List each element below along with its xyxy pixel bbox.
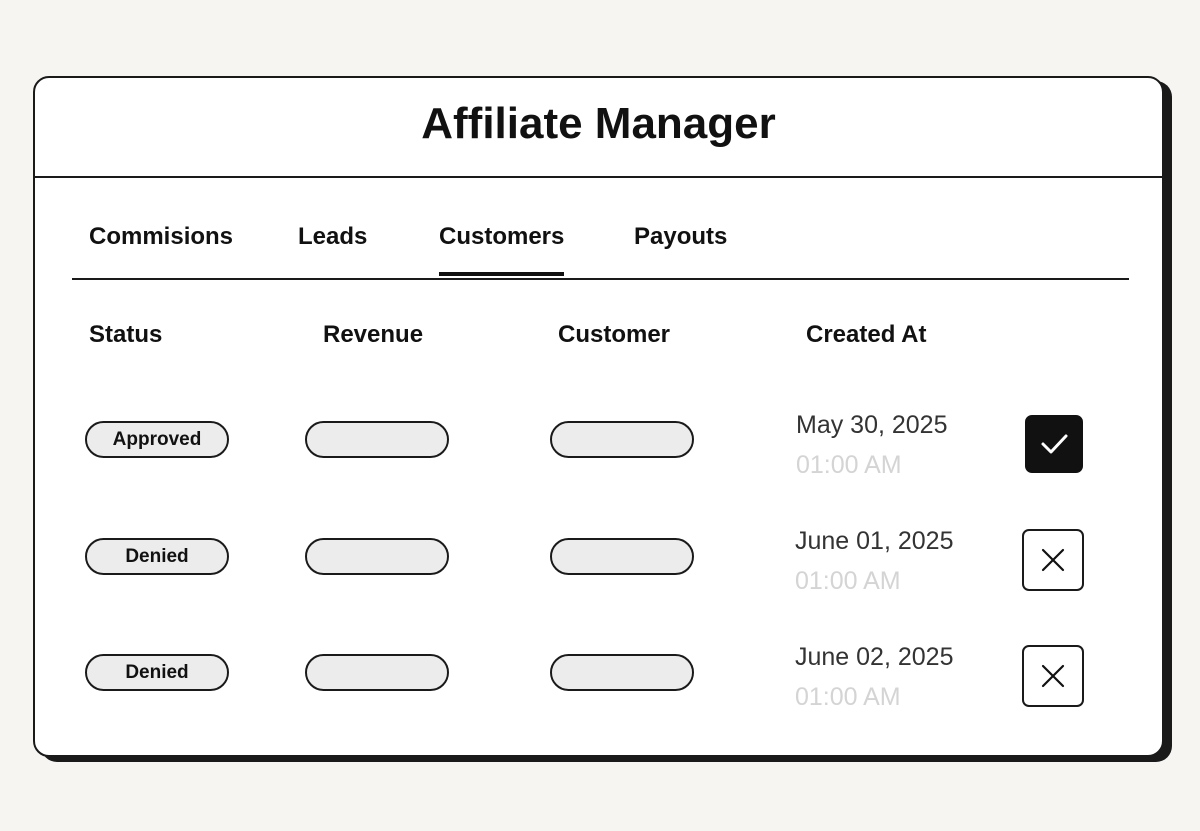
created-date: June 01, 2025 (795, 527, 954, 555)
card-header (35, 78, 1162, 178)
deny-button[interactable] (1022, 529, 1084, 591)
created-time: 01:00 AM (796, 451, 902, 479)
table-row (35, 520, 1162, 600)
column-header-created-at: Created At (806, 321, 927, 348)
revenue-placeholder (305, 421, 449, 458)
column-header-status: Status (89, 321, 163, 348)
status-badge: Denied (85, 654, 229, 691)
created-date: May 30, 2025 (796, 411, 948, 439)
customer-placeholder (550, 654, 694, 691)
revenue-placeholder (305, 654, 449, 691)
column-header-customer: Customer (558, 321, 671, 348)
table-row (35, 403, 1162, 483)
approve-button[interactable] (1025, 415, 1083, 473)
created-time: 01:00 AM (795, 683, 901, 711)
column-header-revenue: Revenue (323, 321, 424, 348)
x-icon (1039, 546, 1067, 574)
affiliate-manager-card (33, 76, 1164, 757)
status-badge: Approved (85, 421, 229, 458)
tab-customers[interactable]: Customers (439, 223, 564, 276)
customer-placeholder (550, 421, 694, 458)
tab-commisions[interactable]: Commisions (89, 223, 234, 250)
table-row (35, 636, 1162, 716)
tab-payouts[interactable]: Payouts (634, 223, 728, 250)
created-time: 01:00 AM (795, 567, 901, 595)
tab-bar (72, 180, 1129, 280)
x-icon (1039, 662, 1067, 690)
deny-button[interactable] (1022, 645, 1084, 707)
customer-placeholder (550, 538, 694, 575)
page-title: Affiliate Manager (421, 99, 776, 148)
check-icon (1037, 427, 1071, 461)
status-badge: Denied (85, 538, 229, 575)
created-date: June 02, 2025 (795, 643, 954, 671)
tab-leads[interactable]: Leads (298, 223, 368, 250)
revenue-placeholder (305, 538, 449, 575)
